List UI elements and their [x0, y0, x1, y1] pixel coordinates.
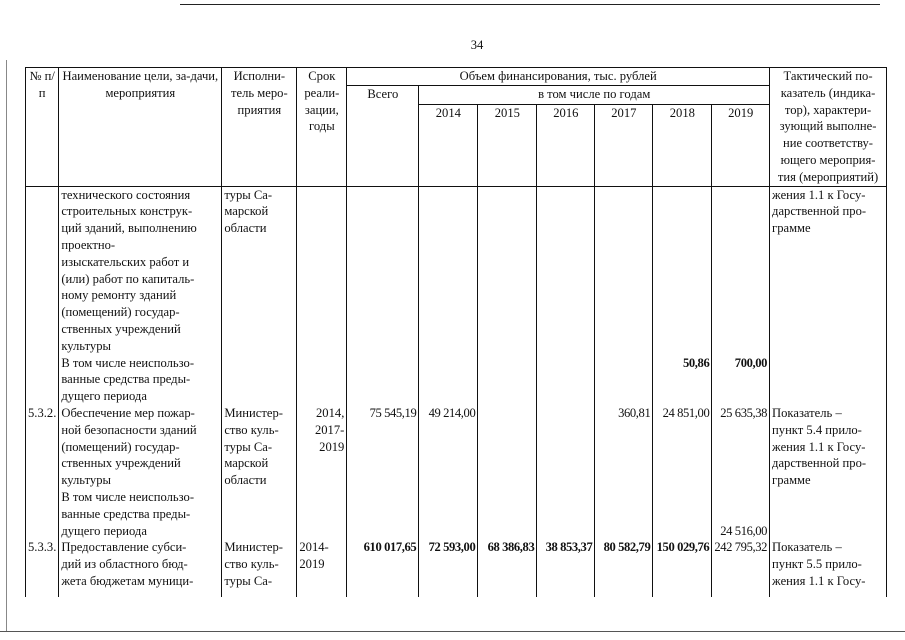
- row-2017: [595, 489, 653, 539]
- header-year-2014: 2014: [419, 104, 478, 186]
- header-financing: Объем финансирования, тыс. рублей: [347, 68, 770, 86]
- header-name: Наименование цели, за-дачи, мероприятия: [59, 68, 222, 187]
- row-2014: 49 214,00: [419, 405, 478, 489]
- header-executor: Исполни-тель меро-приятия: [222, 68, 297, 187]
- row-indicator: Показатель – пункт 5.4 прило- жения 1.1 к Госу- дарственной про- грамме: [770, 405, 887, 489]
- row-2017: 80 582,79: [595, 539, 653, 597]
- row-2019: 242 795,32: [712, 539, 770, 597]
- row-indicator: Показатель – пункт 5.5 прило- жения 1.1 к Госу-: [770, 539, 887, 597]
- row-2015: [478, 186, 537, 354]
- header-total: Всего: [347, 85, 419, 186]
- table-row: [26, 489, 887, 539]
- row-total: [347, 489, 419, 539]
- row-num: [26, 489, 59, 539]
- row-2018: 24 851,00: [653, 405, 712, 489]
- row-2015: 68 386,83: [478, 539, 537, 597]
- row-2015: [478, 489, 537, 539]
- row-name: Обеспечение мер пожар- ной безопасности зданий (помещений) государ- ственных учреждений культуры: [59, 405, 222, 489]
- row-total: [347, 355, 419, 405]
- row-2016: [537, 186, 595, 354]
- header-indicator: Тактический по-казатель (индика-тор), характери-зующий выполне-ние соответству-ющего мероприя-тия (мероприятий): [770, 68, 887, 187]
- row-indicator: [770, 355, 887, 405]
- table-header: [26, 68, 887, 187]
- row-2016: [537, 355, 595, 405]
- row-2018: 50,86: [653, 355, 712, 405]
- table-row: [26, 186, 887, 354]
- row-2018: [653, 186, 712, 354]
- row-period: [297, 186, 347, 354]
- scan-top-edge: [180, 4, 880, 5]
- row-2018: [653, 489, 712, 539]
- table-row: [26, 355, 887, 405]
- row-2014: 72 593,00: [419, 539, 478, 597]
- scan-left-edge: [6, 60, 7, 632]
- row-executor: [222, 489, 297, 539]
- header-year-2017: 2017: [595, 104, 653, 186]
- row-2019: [712, 186, 770, 354]
- row-num: 5.3.2.: [26, 405, 59, 489]
- row-2015: [478, 355, 537, 405]
- row-executor: туры Са- марской области: [222, 186, 297, 354]
- row-2017: [595, 186, 653, 354]
- table-row: [26, 539, 887, 597]
- row-2019: 700,00: [712, 355, 770, 405]
- row-period: 2014- 2019: [297, 539, 347, 597]
- financing-table: [25, 67, 887, 597]
- row-2017: 360,81: [595, 405, 653, 489]
- table-row: [26, 405, 887, 489]
- header-year-2016: 2016: [537, 104, 595, 186]
- header-year-2019: 2019: [712, 104, 770, 186]
- header-year-2018: 2018: [653, 104, 712, 186]
- row-2015: [478, 405, 537, 489]
- header-num: № п/п: [26, 68, 59, 187]
- row-name: Предоставление субси- дий из областного бюд- жета бюджетам муници-: [59, 539, 222, 597]
- row-period: [297, 355, 347, 405]
- row-executor: Министер- ство куль- туры Са-: [222, 539, 297, 597]
- row-2016: [537, 405, 595, 489]
- row-name: В том числе неиспользо- ванные средства преды- дущего периода: [59, 355, 222, 405]
- row-2019: 24 516,00: [712, 489, 770, 539]
- row-2014: [419, 186, 478, 354]
- row-indicator: жения 1.1 к Госу- дарственной про- грамме: [770, 186, 887, 354]
- header-year-2015: 2015: [478, 104, 537, 186]
- row-2018: 150 029,76: [653, 539, 712, 597]
- row-period: 2014, 2017- 2019: [297, 405, 347, 489]
- table-body: [26, 186, 887, 597]
- row-num: 5.3.3.: [26, 539, 59, 597]
- row-2016: 38 853,37: [537, 539, 595, 597]
- row-name: В том числе неиспользо- ванные средства преды- дущего периода: [59, 489, 222, 539]
- row-2016: [537, 489, 595, 539]
- row-2014: [419, 489, 478, 539]
- row-total: [347, 186, 419, 354]
- row-2019: 25 635,38: [712, 405, 770, 489]
- row-total: 75 545,19: [347, 405, 419, 489]
- page-number: 34: [470, 38, 484, 52]
- row-2014: [419, 355, 478, 405]
- row-num: [26, 186, 59, 354]
- row-executor: Министер- ство куль- туры Са- марской области: [222, 405, 297, 489]
- row-2017: [595, 355, 653, 405]
- row-period: [297, 489, 347, 539]
- header-by-years: в том числе по годам: [419, 85, 770, 104]
- row-name: технического состояния строительных конструк- ций зданий, выполнению проектно- изыскательских работ и (или) работ по капиталь- ному ремонту зданий (помещений) государ- ственных учреждений культуры: [59, 186, 222, 354]
- scan-bottom-edge: [0, 631, 905, 632]
- header-period: Срок реали-зации, годы: [297, 68, 347, 187]
- row-num: [26, 355, 59, 405]
- row-total: 610 017,65: [347, 539, 419, 597]
- row-indicator: [770, 489, 887, 539]
- row-executor: [222, 355, 297, 405]
